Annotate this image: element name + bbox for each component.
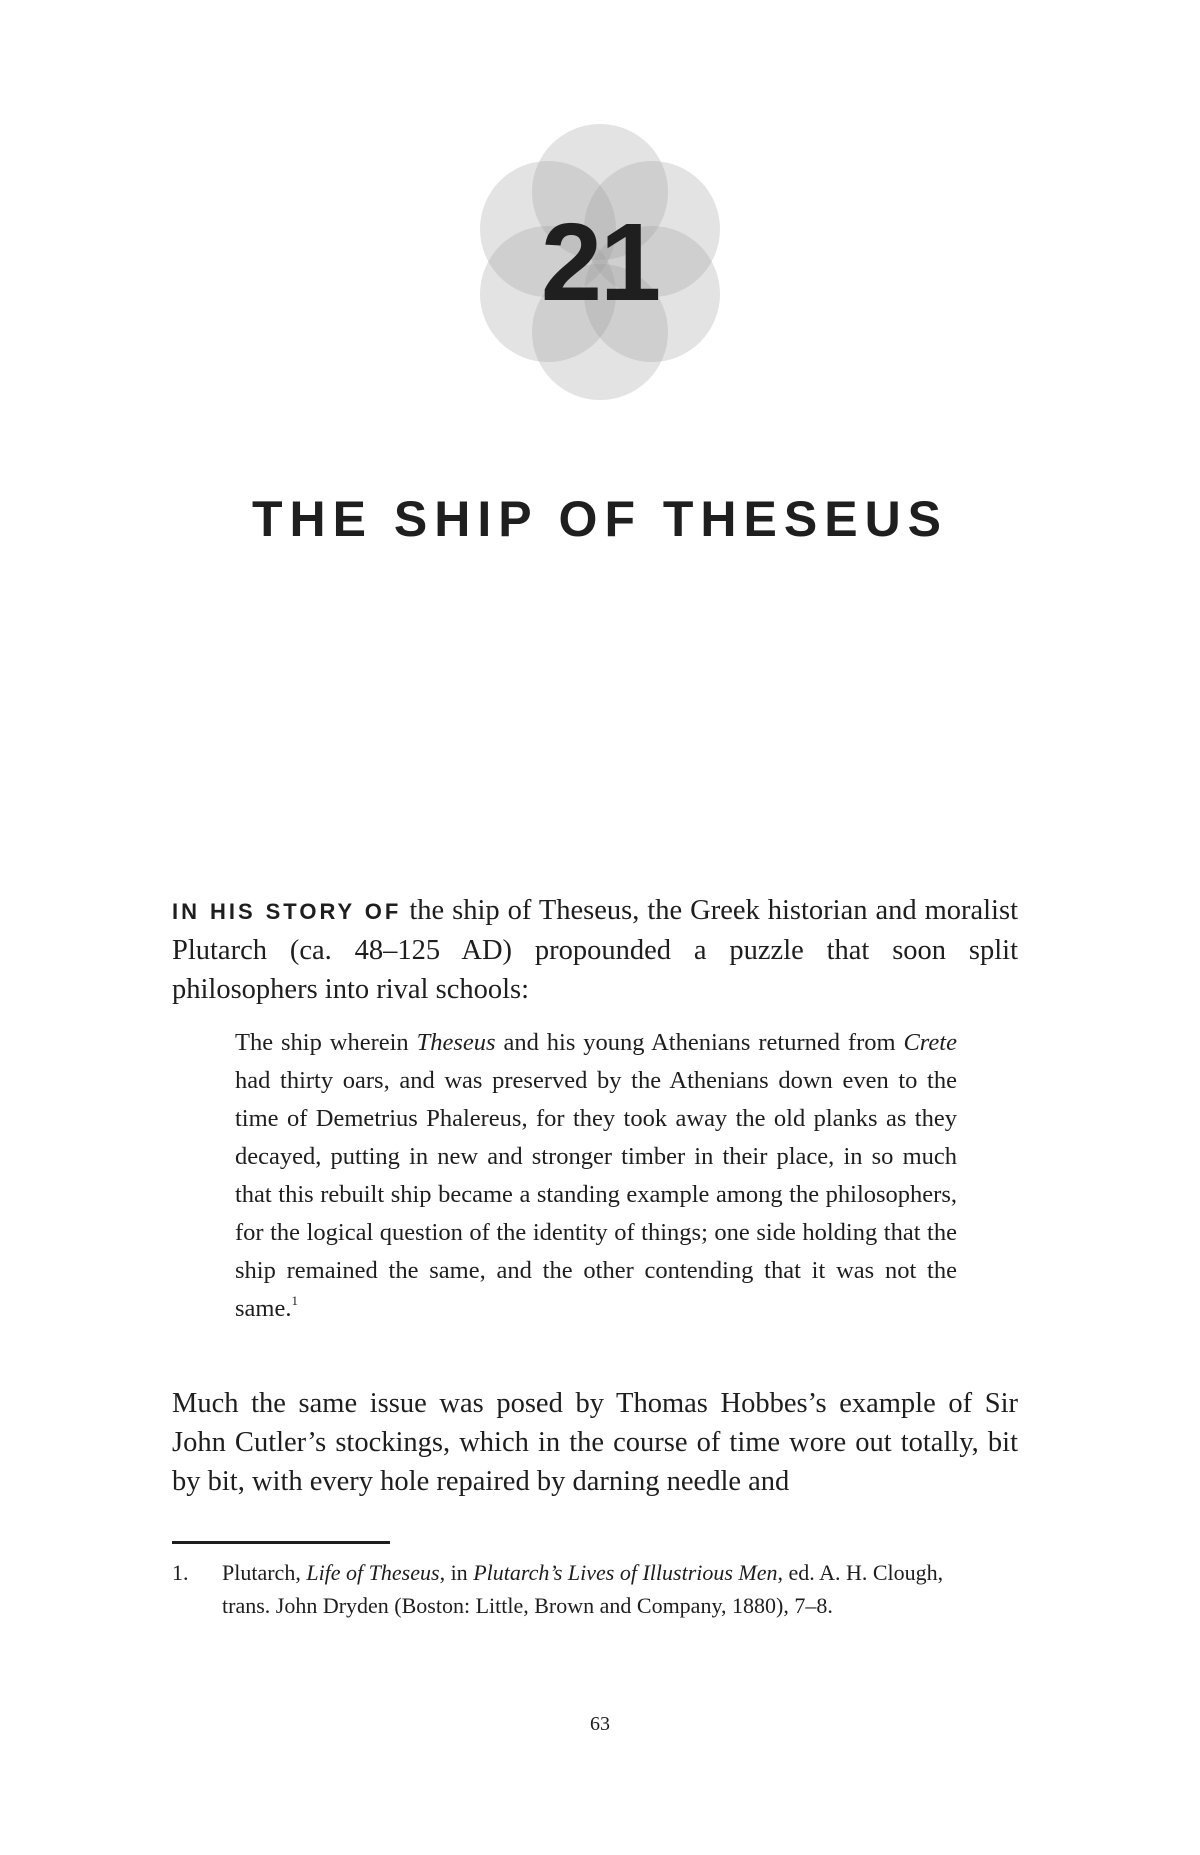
- quote-text: and his young Athenians returned from: [495, 1029, 904, 1056]
- opening-paragraph: [172, 891, 1018, 1009]
- footnote-number: 1.: [172, 1560, 189, 1585]
- chapter-emblem: [465, 122, 735, 402]
- quote-italic-theseus: Theseus: [416, 1029, 496, 1056]
- quote-text: had thirty oars, and was preserved by the Athenians down even to the time of Demetrius Phalereus, for they took away the old planks as they decayed, putting in new and stronger timber in their place, in so much that this rebuilt ship became a standing example among the philosophers, for the logical question of the identity of things; one side holding that the ship remained the same, and the other contending that it was not the same.: [235, 1067, 957, 1322]
- quote-text: The ship wherein: [235, 1029, 417, 1056]
- footnote-author: Plutarch,: [222, 1560, 307, 1585]
- block-quote: [235, 1024, 957, 1328]
- lead-in-small-caps: IN HIS STORY OF: [172, 899, 402, 924]
- page-number: 63: [590, 1713, 610, 1735]
- footnote-reference[interactable]: 1: [291, 1293, 298, 1308]
- footnote-separator: [172, 1541, 390, 1544]
- footnote: [172, 1556, 1022, 1622]
- footnote-work-title: Life of Theseus: [306, 1560, 440, 1585]
- chapter-title: THE SHIP OF THESEUS: [251, 491, 949, 547]
- footnote-publication: trans. John Dryden (Boston: Little, Brown and Company, 1880), 7–8.: [222, 1593, 833, 1618]
- footnote-text: [172, 1556, 1022, 1622]
- footnote-collection-title: Plutarch’s Lives of Illustrious Men: [473, 1560, 778, 1585]
- quote-italic-crete: Crete: [903, 1029, 957, 1056]
- second-paragraph: Much the same issue was posed by Thomas Hobbes’s example of Sir John Cutler’s stockings, which in the course of time wore out totally, bit by bit, with every hole repaired by darning needle and: [172, 1388, 1018, 1497]
- chapter-number: 21: [540, 201, 660, 324]
- footnote-editor: , ed. A. H. Clough,: [777, 1560, 944, 1585]
- footnote-connector: , in: [439, 1560, 474, 1585]
- opening-paragraph-text: the ship of Theseus, the Greek historian and moralist Plutarch (ca. 48–125 AD) propounded a puzzle that soon split philosophers into rival schools:: [172, 895, 1018, 1005]
